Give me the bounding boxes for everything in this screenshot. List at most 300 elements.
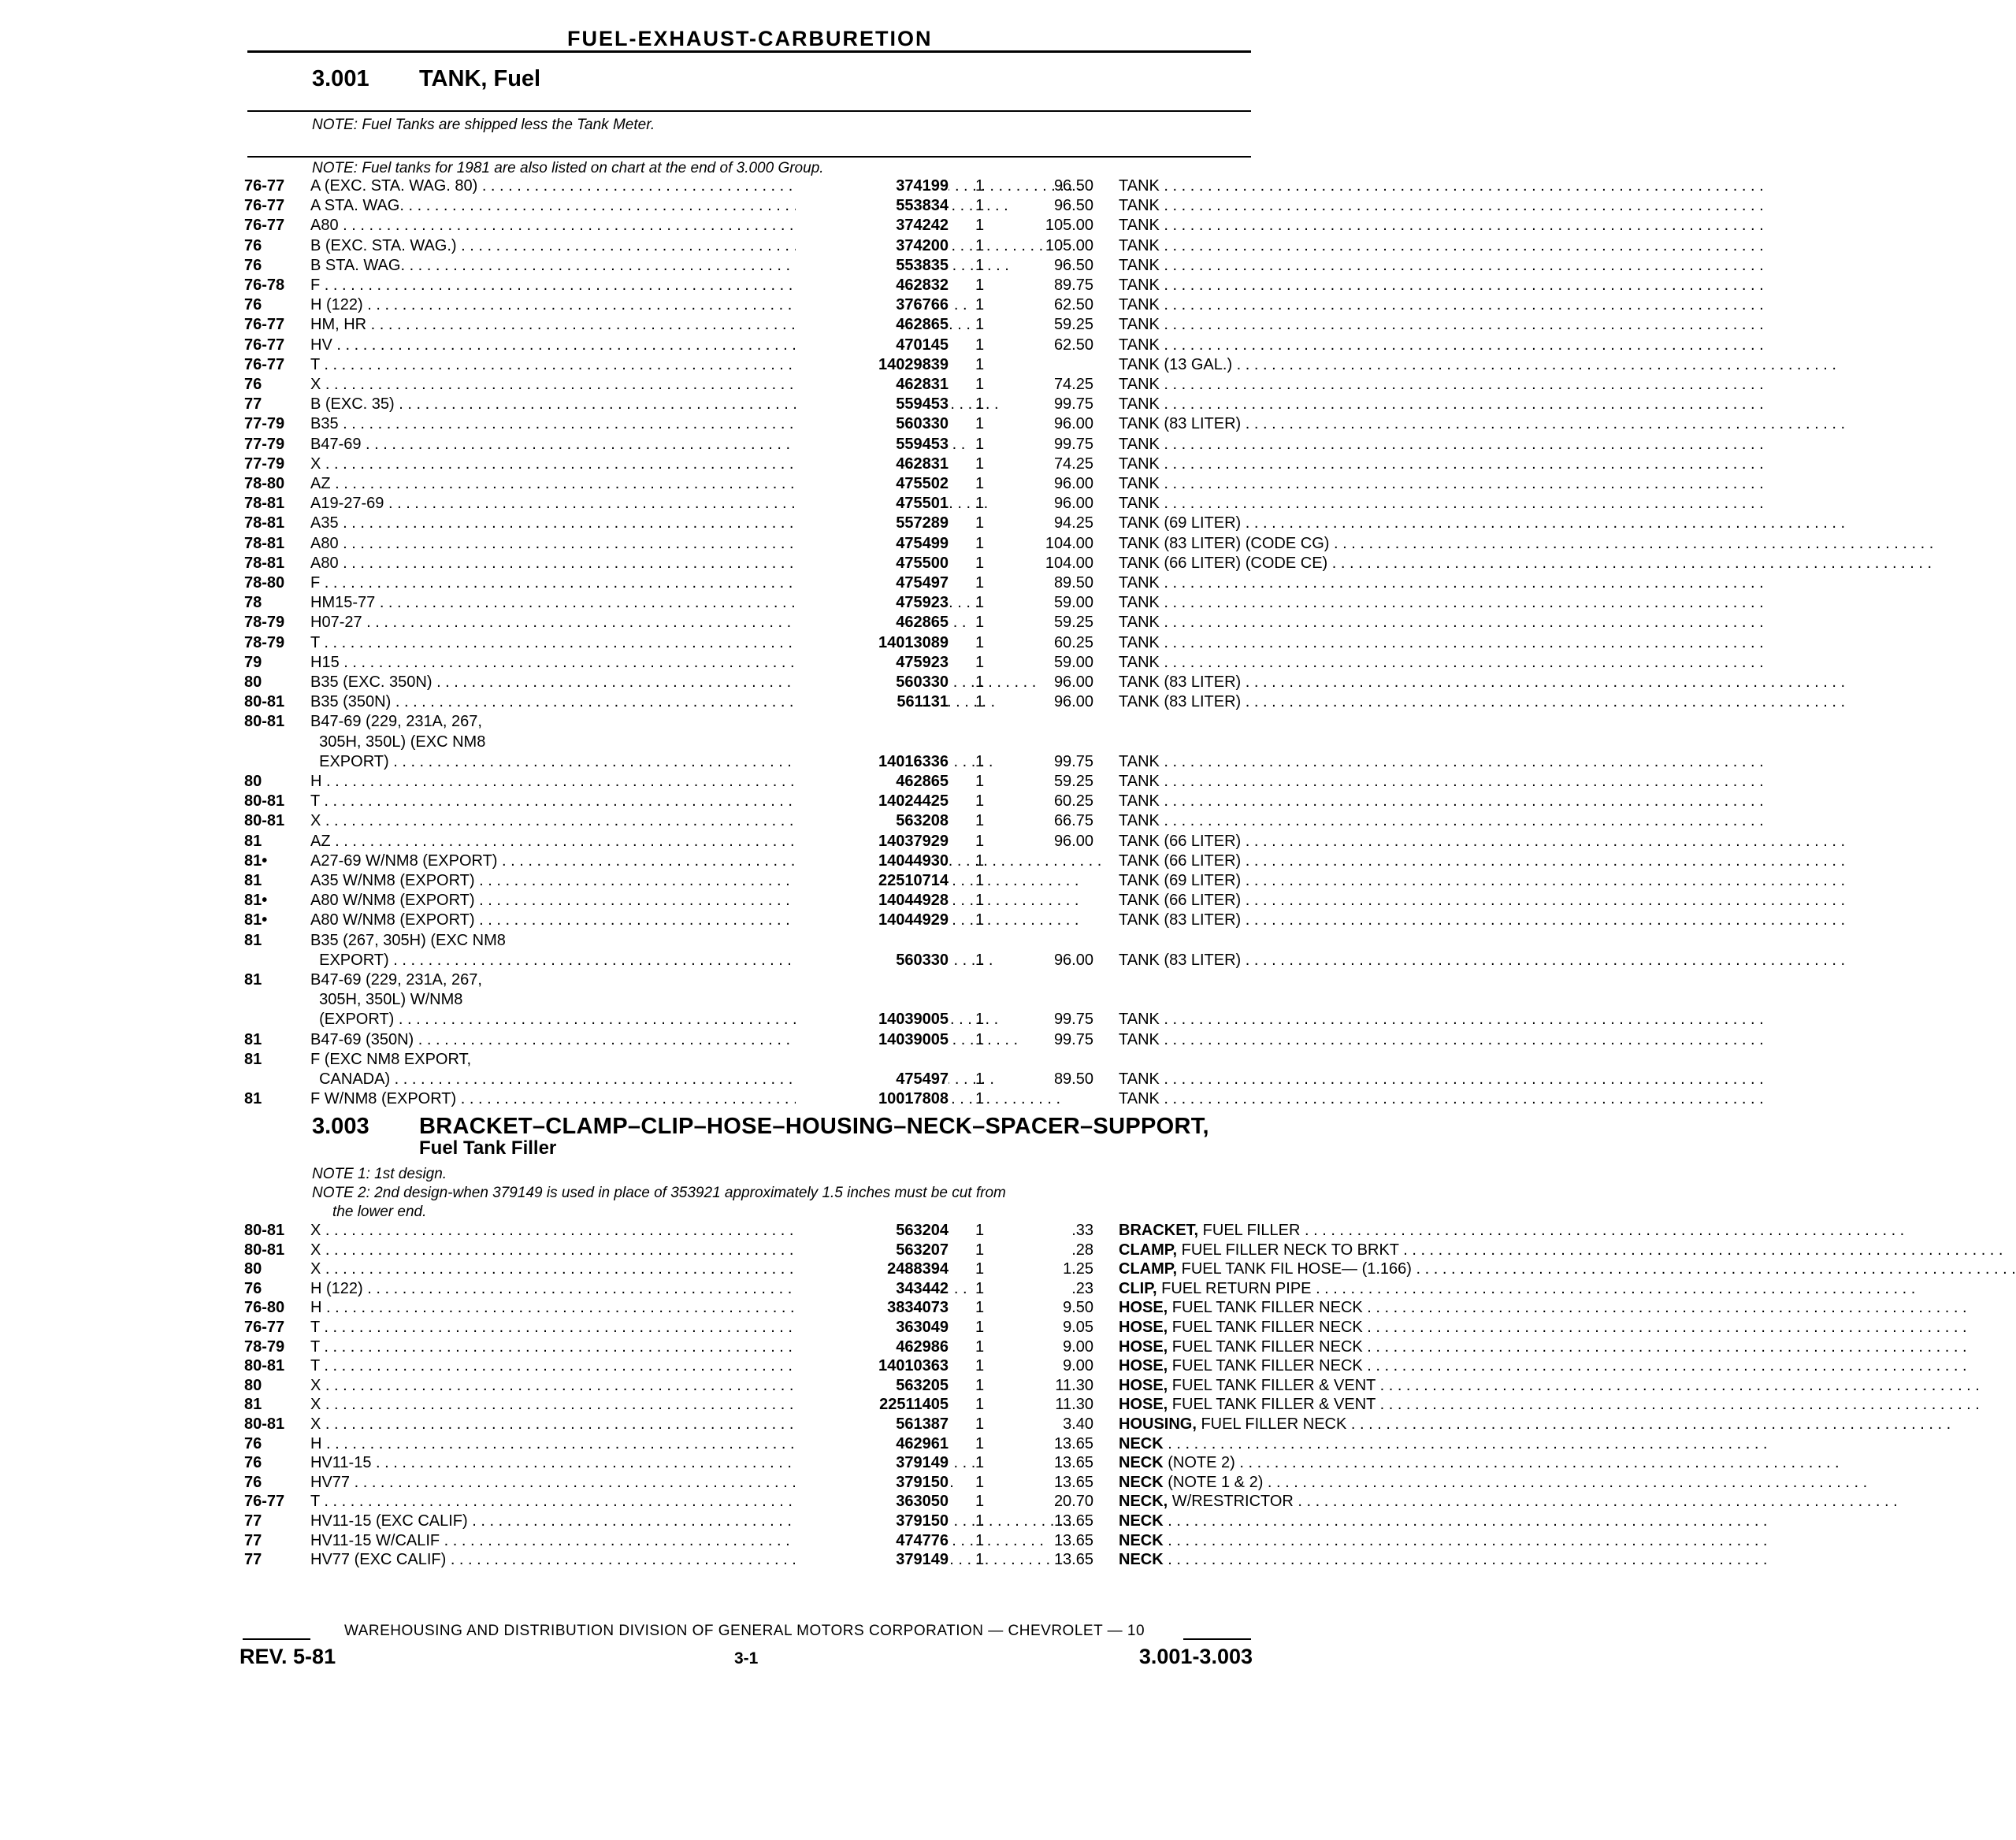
part-number: 563205 xyxy=(796,1376,949,1396)
table-row xyxy=(244,1376,1376,1396)
part-number: 475502 xyxy=(796,474,949,494)
table-row xyxy=(244,1473,1264,1493)
model-year: 81 xyxy=(244,1050,262,1068)
table-row xyxy=(244,514,1260,533)
table-row xyxy=(244,752,1260,772)
description xyxy=(1119,1550,1497,1570)
description-detail: (NOTE 1 & 2) xyxy=(1163,1473,1264,1491)
footer-publisher: WAREHOUSING AND DISTRIBUTION DIVISION OF GENERAL MOTORS CORPORATION — CHEVROLET — 10 xyxy=(343,1623,1145,1639)
quantity: 1 xyxy=(975,1279,985,1297)
description-keyword: CLAMP, xyxy=(1119,1260,1178,1278)
description xyxy=(1119,1356,1497,1376)
model-code: B47-69 . . . xyxy=(310,435,840,454)
part-number: 14044929 xyxy=(796,911,949,930)
model-year: 78-81 xyxy=(244,534,285,552)
quantity: 1 xyxy=(975,475,985,492)
quantity: 1 xyxy=(975,177,985,195)
model-code: B (EXC. 35) . . . xyxy=(310,395,840,414)
model-year: 80-81 xyxy=(244,1357,285,1375)
price: 9.05 xyxy=(1063,1319,1093,1336)
part-number: 563208 xyxy=(796,811,949,831)
description-keyword: NECK xyxy=(1119,1473,1164,1491)
header-rule xyxy=(247,50,1251,53)
table-row xyxy=(244,454,1260,474)
price: .23 xyxy=(1071,1279,1093,1297)
quantity: 1 xyxy=(975,454,985,473)
model-code: X . . . xyxy=(310,811,840,831)
section-rule xyxy=(247,156,1251,158)
description: TANK . . . xyxy=(1119,236,1497,256)
table-row xyxy=(244,970,1260,990)
quantity: 1 xyxy=(975,376,985,393)
table-row xyxy=(244,1415,1347,1434)
description: TANK . . . xyxy=(1119,772,1497,792)
price: 89.50 xyxy=(1053,1070,1093,1088)
description-detail: FUEL FILLER NECK xyxy=(1196,1415,1347,1433)
table-row xyxy=(244,931,1260,951)
description: TANK . . . xyxy=(1119,176,1497,196)
quantity: 1 xyxy=(975,792,985,811)
quantity: 1 xyxy=(975,773,985,790)
model-year: 78-81 xyxy=(244,554,285,572)
description: TANK . . . xyxy=(1119,1070,1497,1089)
part-number: 475500 xyxy=(796,554,949,573)
model-year: 80-81 xyxy=(244,1241,285,1259)
price: 3.40 xyxy=(1063,1415,1093,1433)
table-row xyxy=(244,176,1260,196)
model-code: (EXPORT) . . . xyxy=(310,1010,840,1029)
model-year: 76-77 xyxy=(244,217,285,235)
table-row xyxy=(244,951,1260,970)
description xyxy=(1119,1376,1497,1396)
model-year: 76-77 xyxy=(244,355,285,373)
price: 104.00 xyxy=(1045,554,1093,572)
description xyxy=(1119,1473,1497,1493)
model-year: 77 xyxy=(244,1512,262,1530)
model-code: HM, HR . . . xyxy=(310,315,840,335)
model-year: 80-81 xyxy=(244,713,285,731)
quantity: 1 xyxy=(975,812,985,830)
price: 99.75 xyxy=(1053,1011,1093,1029)
table-row xyxy=(244,1279,1312,1299)
model-year: 80 xyxy=(244,773,262,790)
model-code: A80 . . . xyxy=(310,534,840,554)
model-code: B35 . . . xyxy=(310,414,840,434)
price: 99.75 xyxy=(1053,435,1093,453)
section-note: NOTE 1: 1st design. xyxy=(312,1166,447,1182)
description xyxy=(1119,1221,1497,1241)
part-number: 374200 xyxy=(796,236,949,256)
part-number: 2488394 xyxy=(796,1259,949,1279)
quantity: 1 xyxy=(975,951,985,969)
price: 105.00 xyxy=(1045,236,1093,254)
section-note: the lower end. xyxy=(332,1204,427,1220)
model-code: AZ . . . xyxy=(310,474,840,494)
price: 99.75 xyxy=(1053,1030,1093,1048)
quantity: 1 xyxy=(975,1493,985,1511)
price: 9.00 xyxy=(1063,1337,1093,1356)
section-title: BRACKET–CLAMP–CLIP–HOSE–HOUSING–NECK–SPACER–SUPPORT, xyxy=(419,1114,1209,1139)
table-row xyxy=(244,772,1260,792)
price: 11.30 xyxy=(1055,1396,1093,1414)
section-rule xyxy=(247,110,1251,112)
quantity: 1 xyxy=(975,1531,985,1549)
model-year: 81• xyxy=(244,851,268,870)
part-number: 563207 xyxy=(796,1241,949,1260)
price: 99.75 xyxy=(1053,395,1093,414)
section-subtitle: Fuel Tank Filler xyxy=(419,1137,557,1159)
quantity: 1 xyxy=(975,633,985,651)
table-row xyxy=(244,1010,1260,1029)
model-year: 77-79 xyxy=(244,454,285,473)
table-row xyxy=(244,1492,1294,1512)
section-range: 3.001-3.003 xyxy=(1138,1645,1253,1668)
model-code: A80 . . . xyxy=(310,554,840,573)
price: 66.75 xyxy=(1053,812,1093,830)
quantity: 1 xyxy=(975,256,985,274)
section-number: 3.003 xyxy=(312,1114,369,1139)
model-code: HV . . . xyxy=(310,336,840,355)
model-year: 81 xyxy=(244,1396,262,1414)
part-number: 462865 xyxy=(796,613,949,632)
description-detail: FUEL TANK FILLER & VENT xyxy=(1168,1396,1376,1414)
model-year: 80-81 xyxy=(244,1415,285,1433)
part-number: 376766 xyxy=(796,295,949,315)
description xyxy=(1119,1337,1497,1357)
quantity: 1 xyxy=(975,614,985,632)
table-row xyxy=(244,414,1260,434)
description: TANK . . . xyxy=(1119,216,1497,236)
price: 13.65 xyxy=(1053,1531,1093,1549)
part-number: 374242 xyxy=(796,216,949,236)
description: TANK . . . xyxy=(1119,295,1497,315)
model-code: HV11-15 (EXC CALIF) . . . xyxy=(310,1512,840,1531)
model-code: B35 (EXC. 350N) . . . xyxy=(310,673,840,692)
description: TANK (66 LITER) . . . xyxy=(1119,832,1497,851)
model-year: 76-77 xyxy=(244,336,285,354)
model-year: 80-81 xyxy=(244,792,285,811)
quantity: 1 xyxy=(975,1011,985,1029)
price: 89.75 xyxy=(1053,276,1093,294)
quantity: 1 xyxy=(975,752,985,770)
part-number: 559453 xyxy=(796,435,949,454)
model-code: H . . . xyxy=(310,1298,840,1318)
model-code: T . . . xyxy=(310,792,840,811)
model-year: 78-80 xyxy=(244,574,285,592)
part-number: 22510714 xyxy=(796,871,949,891)
model-year: 78-81 xyxy=(244,514,285,532)
quantity: 1 xyxy=(975,236,985,254)
part-number: 470145 xyxy=(796,336,949,355)
table-row xyxy=(244,871,1260,891)
price: 96.00 xyxy=(1053,951,1093,969)
part-number: 14016336 xyxy=(796,752,949,772)
table-row xyxy=(244,336,1260,355)
description-detail: FUEL FILLER NECK TO BRKT xyxy=(1177,1241,1399,1259)
description-keyword: HOSE, xyxy=(1119,1299,1168,1317)
model-year: 80 xyxy=(244,673,262,691)
model-year: 77-79 xyxy=(244,435,285,453)
price: 96.00 xyxy=(1053,495,1093,513)
table-row xyxy=(244,276,1260,295)
description: TANK . . . xyxy=(1119,435,1497,454)
price: 13.65 xyxy=(1053,1473,1093,1491)
quantity: 1 xyxy=(975,1512,985,1530)
model-year: 78 xyxy=(244,594,262,612)
table-row xyxy=(244,1337,1363,1357)
description xyxy=(1119,1453,1497,1473)
part-number: 553835 xyxy=(796,256,949,276)
table-row xyxy=(244,593,1260,613)
model-year: 81 xyxy=(244,872,262,889)
table-row xyxy=(244,1030,1260,1050)
price: 13.65 xyxy=(1053,1551,1093,1569)
part-number: 363050 xyxy=(796,1492,949,1512)
table-row xyxy=(244,435,1260,454)
table-row xyxy=(244,554,1328,573)
model-code: H . . . xyxy=(310,1434,840,1454)
model-code: H (122) . . . xyxy=(310,295,840,315)
model-code: X . . . xyxy=(310,454,840,474)
description-detail: FUEL TANK FILLER NECK xyxy=(1168,1357,1363,1375)
section-note: NOTE: Fuel tanks for 1981 are also listed on chart at the end of 3.000 Group. xyxy=(312,160,824,176)
model-year: 77-79 xyxy=(244,415,285,433)
table-row xyxy=(244,375,1260,395)
description xyxy=(1119,1279,1497,1299)
part-number: 462986 xyxy=(796,1337,949,1357)
description: TANK . . . xyxy=(1119,276,1497,295)
model-code: B STA. WAG. . . . xyxy=(310,256,840,276)
description-keyword: HOUSING, xyxy=(1119,1415,1197,1433)
description: TANK . . . xyxy=(1119,633,1497,653)
description: TANK (69 LITER) . . . xyxy=(1119,514,1497,533)
model-year: 81 xyxy=(244,971,262,989)
description: TANK . . . xyxy=(1119,196,1497,216)
part-number: 379150 xyxy=(796,1473,949,1493)
quantity: 1 xyxy=(975,911,985,929)
model-code: EXPORT) . . . xyxy=(310,752,840,772)
table-row xyxy=(244,692,1260,712)
quantity: 1 xyxy=(975,514,985,532)
model-code: HV77 (EXC CALIF) . . . xyxy=(310,1550,840,1570)
table-row xyxy=(244,1356,1363,1376)
price: 96.50 xyxy=(1053,177,1093,195)
model-year: 76 xyxy=(244,256,262,274)
part-number: 553834 xyxy=(796,196,949,216)
revision-label: REV. 5-81 xyxy=(239,1645,336,1668)
model-code: B47-69 (229, 231A, 267, xyxy=(310,713,482,731)
table-row xyxy=(244,1221,1301,1241)
price: 96.00 xyxy=(1053,475,1093,492)
price: 89.50 xyxy=(1053,574,1093,592)
description: TANK . . . xyxy=(1119,375,1497,395)
model-year: 81 xyxy=(244,1090,262,1108)
model-code: A80 W/NM8 (EXPORT) . . . xyxy=(310,891,840,911)
description xyxy=(1119,1259,1497,1279)
table-row xyxy=(244,236,1260,256)
model-year: 76 xyxy=(244,1454,262,1472)
price: .33 xyxy=(1071,1222,1093,1239)
table-row xyxy=(244,891,1260,911)
quantity: 1 xyxy=(975,851,985,870)
description: TANK (66 LITER) . . . xyxy=(1119,851,1497,871)
description: TANK . . . xyxy=(1119,454,1497,474)
part-number: 475499 xyxy=(796,534,949,554)
description: TANK (83 LITER) . . . xyxy=(1119,673,1497,692)
part-number: 561131 xyxy=(796,692,949,712)
model-code: B (EXC. STA. WAG.) . . . xyxy=(310,236,840,256)
quantity: 1 xyxy=(975,1434,985,1452)
quantity: 1 xyxy=(975,892,985,910)
part-number: 363049 xyxy=(796,1318,949,1337)
description: TANK . . . xyxy=(1119,792,1497,811)
table-row xyxy=(244,1550,1260,1570)
description: TANK (66 LITER) (CODE CE) . . . xyxy=(1119,554,1497,573)
description-keyword: HOSE, xyxy=(1119,1357,1168,1375)
price: 105.00 xyxy=(1045,217,1093,235)
price: 13.65 xyxy=(1053,1512,1093,1530)
quantity: 1 xyxy=(975,1473,985,1491)
model-year: 76 xyxy=(244,296,262,314)
description: TANK . . . xyxy=(1119,573,1497,593)
table-row xyxy=(244,851,1260,871)
model-year: 77 xyxy=(244,1531,262,1549)
description-detail: FUEL TANK FIL HOSE— (1.166) xyxy=(1177,1260,1412,1278)
description: TANK . . . xyxy=(1119,752,1497,772)
quantity: 1 xyxy=(975,1337,985,1356)
description-keyword: HOSE, xyxy=(1119,1337,1168,1356)
quantity: 1 xyxy=(975,395,985,414)
model-code: A35 W/NM8 (EXPORT) . . . xyxy=(310,871,840,891)
model-code: A35 . . . xyxy=(310,514,840,533)
description-keyword: NECK xyxy=(1119,1551,1164,1569)
model-code: A80 W/NM8 (EXPORT) . . . xyxy=(310,911,840,930)
description-keyword: NECK xyxy=(1119,1512,1164,1530)
part-number: 14013089 xyxy=(796,633,949,653)
description-keyword: NECK xyxy=(1119,1454,1164,1472)
description xyxy=(1119,1512,1497,1531)
model-code: HV11-15 . . . xyxy=(310,1453,840,1473)
model-code: F . . . xyxy=(310,276,840,295)
quantity: 1 xyxy=(975,673,985,691)
part-number: 475497 xyxy=(796,573,949,593)
part-number: 462831 xyxy=(796,454,949,474)
description: TANK (83 LITER) . . . xyxy=(1119,911,1497,930)
description xyxy=(1119,1395,1497,1415)
model-code: EXPORT) . . . xyxy=(310,951,840,970)
model-code: X . . . xyxy=(310,1221,840,1241)
price: 94.25 xyxy=(1053,514,1093,532)
part-number: 560330 xyxy=(796,673,949,692)
price: 20.70 xyxy=(1053,1493,1093,1511)
part-number: 462961 xyxy=(796,1434,949,1454)
part-number: 343442 xyxy=(796,1279,949,1299)
description: TANK (83 LITER) . . . xyxy=(1119,414,1497,434)
table-row xyxy=(244,1089,1260,1109)
table-row xyxy=(244,1070,1260,1089)
description: TANK . . . xyxy=(1119,1010,1497,1029)
description: TANK (83 LITER) . . . xyxy=(1119,951,1497,970)
description xyxy=(1119,1298,1497,1318)
price: 62.50 xyxy=(1053,296,1093,314)
part-number: 3834073 xyxy=(796,1298,949,1318)
description-keyword: NECK xyxy=(1119,1531,1164,1549)
price: 59.25 xyxy=(1053,316,1093,334)
description-keyword: HOSE, xyxy=(1119,1376,1168,1394)
price: 74.25 xyxy=(1053,376,1093,393)
table-row xyxy=(244,1318,1363,1337)
price: 13.65 xyxy=(1053,1454,1093,1472)
quantity: 1 xyxy=(975,1454,985,1472)
quantity: 1 xyxy=(975,1357,985,1375)
description: TANK (83 LITER) . . . xyxy=(1119,692,1497,712)
part-number: 475923 xyxy=(796,653,949,673)
description-detail: (NOTE 2) xyxy=(1163,1454,1235,1472)
part-number: 379150 xyxy=(796,1512,949,1531)
table-row xyxy=(244,1434,1260,1454)
part-number: 559453 xyxy=(796,395,949,414)
quantity: 1 xyxy=(975,1376,985,1394)
section-note: NOTE: Fuel Tanks are shipped less the Tank Meter. xyxy=(312,117,655,133)
quantity: 1 xyxy=(975,872,985,889)
description-detail: FUEL RETURN PIPE xyxy=(1157,1279,1312,1297)
description-keyword: BRACKET, xyxy=(1119,1222,1199,1239)
model-code: X . . . xyxy=(310,1259,840,1279)
model-year: 78-79 xyxy=(244,633,285,651)
part-number: 14037929 xyxy=(796,832,949,851)
part-number: 561387 xyxy=(796,1415,949,1434)
model-year: 80-81 xyxy=(244,1222,285,1239)
model-year: 78-79 xyxy=(244,1337,285,1356)
quantity: 1 xyxy=(975,1222,985,1239)
description-keyword: NECK xyxy=(1119,1434,1164,1452)
description: TANK (83 LITER) (CODE CG) . . . xyxy=(1119,534,1497,554)
quantity: 1 xyxy=(975,653,985,671)
description: TANK (66 LITER) . . . xyxy=(1119,891,1497,911)
table-row xyxy=(244,613,1260,632)
price: 60.25 xyxy=(1053,792,1093,811)
quantity: 1 xyxy=(975,1319,985,1336)
table-row xyxy=(244,811,1260,831)
model-year: 76 xyxy=(244,1473,262,1491)
quantity: 1 xyxy=(975,296,985,314)
table-row xyxy=(244,990,1260,1010)
model-year: 81 xyxy=(244,832,262,850)
quantity: 1 xyxy=(975,316,985,334)
quantity: 1 xyxy=(975,415,985,433)
price: 99.75 xyxy=(1053,752,1093,770)
model-year: 78-79 xyxy=(244,614,285,632)
quantity: 1 xyxy=(975,832,985,850)
table-row xyxy=(244,315,1260,335)
model-code: T . . . xyxy=(310,1492,840,1512)
model-code: 305H, 350L) (EXC NM8 xyxy=(310,733,486,751)
table-row xyxy=(244,1453,1260,1473)
quantity: 1 xyxy=(975,554,985,572)
description-detail: FUEL TANK FILLER & VENT xyxy=(1168,1376,1376,1394)
model-year: 76 xyxy=(244,1279,262,1297)
description: TANK . . . xyxy=(1119,256,1497,276)
quantity: 1 xyxy=(975,594,985,612)
table-row xyxy=(244,216,1260,236)
table-row xyxy=(244,1512,1260,1531)
price: 96.50 xyxy=(1053,256,1093,274)
model-code: HV77 . . . xyxy=(310,1473,840,1493)
model-year: 76 xyxy=(244,376,262,393)
model-code: T . . . xyxy=(310,1356,840,1376)
section-note: NOTE 2: 2nd design-when 379149 is used in place of 353921 approximately 1.5 inches must be cut from xyxy=(312,1185,1006,1201)
price: .28 xyxy=(1071,1241,1093,1259)
